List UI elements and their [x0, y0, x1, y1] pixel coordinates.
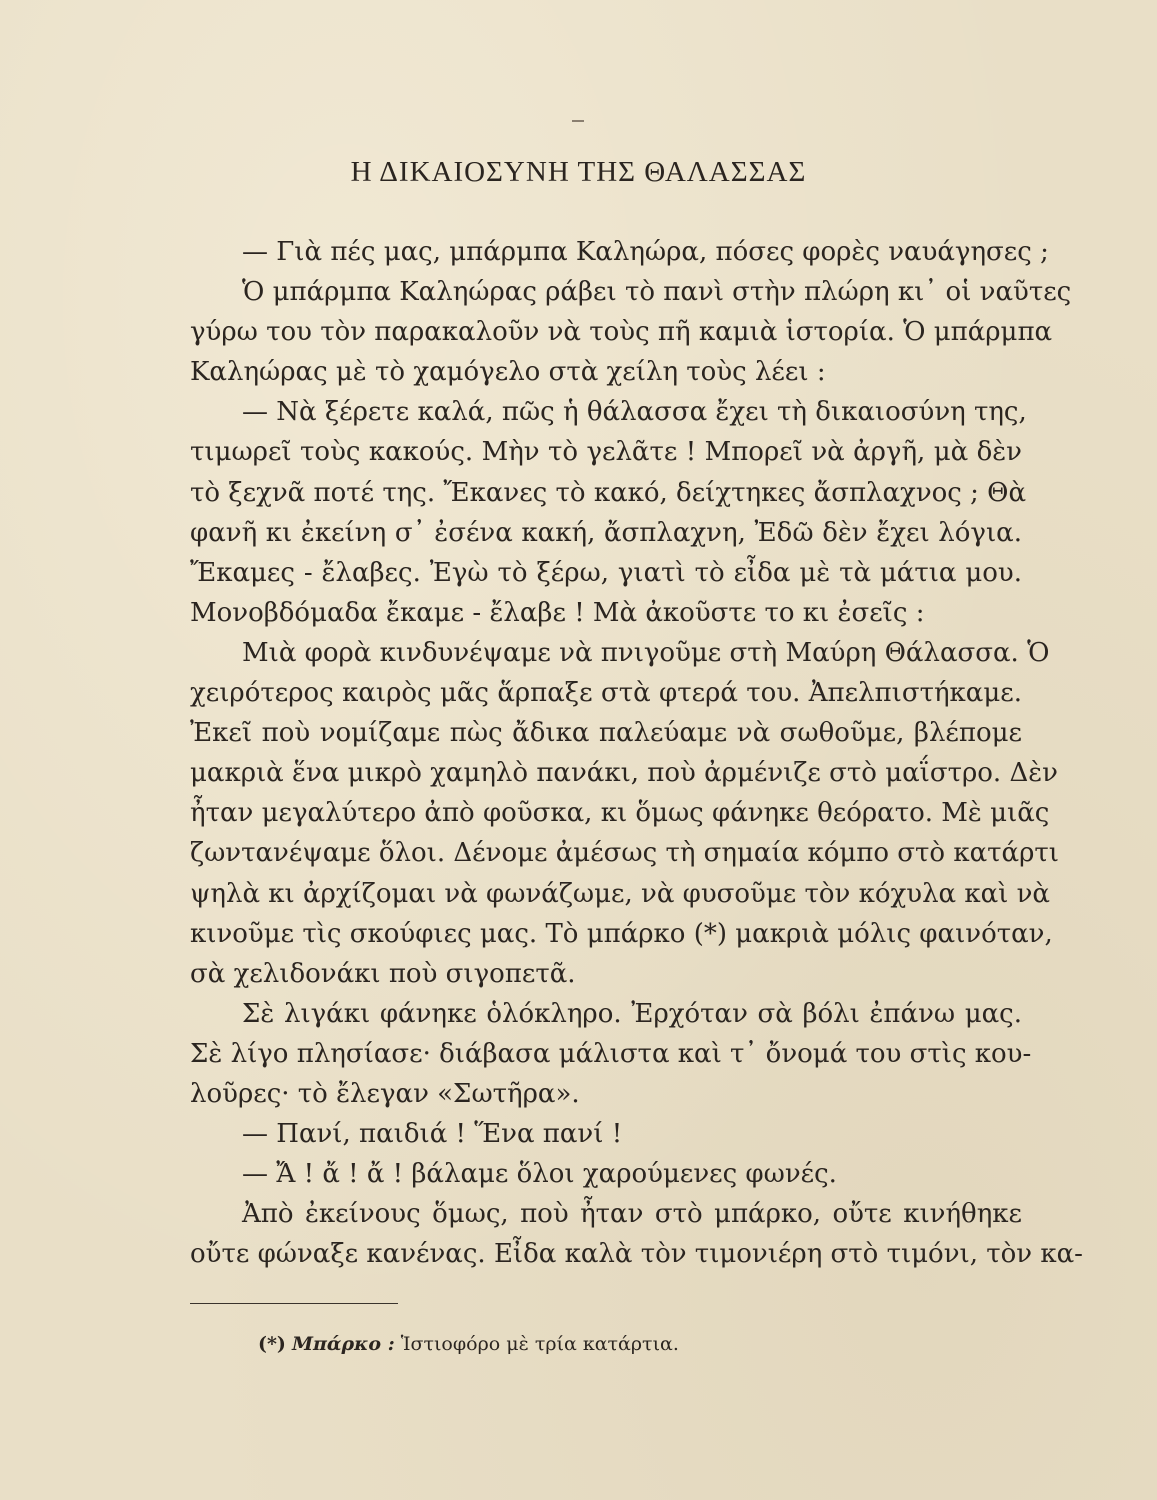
- text-line: χειρότερος καιρὸς μᾶς ἅρπαξε στὰ φτερά του. Ἀπελπιστήκαμε.: [190, 678, 1022, 709]
- text-line: Σὲ λίγο πλησίασε· διάβασα μάλιστα καὶ τ᾿ ὄνομά του στὶς κου-: [190, 1038, 1032, 1069]
- text-line: Καληώρας μὲ τὸ χαμόγελο στὰ χείλη τοὺς λέει :: [190, 357, 826, 388]
- text-line: τὸ ξεχνᾶ ποτέ της. Ἔκανες τὸ κακό, δείχτηκες ἄσπλαχνος ; Θὰ: [190, 477, 1026, 508]
- text-line: ψηλὰ κι ἀρχίζομαι νὰ φωνάζωμε, νὰ φυσοῦμε τὸν κόχυλα καὶ νὰ: [190, 878, 1050, 909]
- text-line: γύρω του τὸν παρακαλοῦν νὰ τοὺς πῆ καμιὰ ἱστορία. Ὁ μπάρμπα: [190, 317, 1053, 348]
- text-line: Μιὰ φορὰ κινδυνέψαμε νὰ πνιγοῦμε στὴ Μαύρη Θάλασσα. Ὁ: [242, 637, 1050, 668]
- text-line: κινοῦμε τὶς σκούφιες μας. Τὸ μπάρκο (*) μακριὰ μόλις φαινόταν,: [190, 918, 1053, 949]
- footnote-marker: (*): [258, 1333, 286, 1355]
- text-line: λοῦρες· τὸ ἔλεγαν «Σωτῆρα».: [190, 1078, 580, 1109]
- text-line: μακριὰ ἕνα μικρὸ χαμηλὸ πανάκι, ποὺ ἀρμένιζε στὸ μαΐστρο. Δὲν: [190, 758, 1058, 789]
- footnote-rule: [190, 1303, 398, 1304]
- text-line: οὔτε φώναξε κανένας. Εἶδα καλὰ τὸν τιμονιέρη στὸ τιμόνι, τὸν κα-: [190, 1239, 1083, 1270]
- text-line: σὰ χελιδονάκι ποὺ σιγοπετᾶ.: [190, 958, 576, 989]
- text-line: Ἔκαμες - ἔλαβες. Ἐγὼ τὸ ξέρω, γιατὶ τὸ εἶδα μὲ τὰ μάτια μου.: [190, 557, 1022, 588]
- body-text: [190, 232, 1083, 1274]
- text-line: τιμωρεῖ τοὺς κακούς. Μὴν τὸ γελᾶτε ! Μπορεῖ νὰ ἀργῆ, μὰ δὲν: [190, 437, 1022, 468]
- text-line: Ὁ μπάρμπα Καληώρας ράβει τὸ πανὶ στὴν πλώρη κι᾿ οἱ ναῦτες: [242, 277, 1072, 308]
- footnote-term: Μπάρκο :: [291, 1333, 395, 1355]
- text-line: — Νὰ ξέρετε καλά, πῶς ἡ θάλασσα ἔχει τὴ δικαιοσύνη της,: [242, 397, 1027, 428]
- text-line: Ἀπὸ ἐκείνους ὅμως, ποὺ ἦταν στὸ μπάρκο, οὔτε κινήθηκε: [242, 1199, 1022, 1230]
- text-line: ἦταν μεγαλύτερο ἀπὸ φοῦσκα, κι ὅμως φάνηκε θεόρατο. Μὲ μιᾶς: [190, 798, 1050, 829]
- text-line: — Ἄ ! ἄ ! ἄ ! βάλαμε ὅλοι χαρούμενες φωνές.: [242, 1159, 837, 1190]
- text-line: ζωντανέψαμε ὅλοι. Δένομε ἀμέσως τὴ σημαία κόμπο στὸ κατάρτι: [190, 838, 1059, 869]
- footnote-text: Ἱστιοφόρο μὲ τρία κατάρτια.: [400, 1333, 679, 1355]
- chapter-title: Η ΔΙΚΑΙΟΣΥΝΗ ΤΗΣ ΘΑΛΑΣΣΑΣ: [350, 156, 807, 188]
- footnote: [258, 1333, 679, 1355]
- top-dash-mark: [572, 120, 584, 122]
- text-line: — Πανί, παιδιά ! Ἕνα πανί !: [242, 1119, 623, 1150]
- text-line: — Γιὰ πές μας, μπάρμπα Καληώρα, πόσες φορὲς ναυάγησες ;: [242, 237, 1049, 267]
- text-line: Ἐκεῖ ποὺ νομίζαμε πὼς ἄδικα παλεύαμε νὰ σωθοῦμε, βλέπομε: [190, 718, 1022, 749]
- text-line: φανῆ κι ἐκείνη σ᾿ ἐσένα κακή, ἄσπλαχνη, Ἐδῶ δὲν ἔχει λόγια.: [190, 517, 1022, 548]
- text-line: Μονοβδόμαδα ἔκαμε - ἔλαβε ! Μὰ ἀκοῦστε το κι ἐσεῖς :: [190, 597, 925, 628]
- text-line: Σὲ λιγάκι φάνηκε ὁλόκληρο. Ἐρχόταν σὰ βόλι ἐπάνω μας.: [242, 998, 1022, 1029]
